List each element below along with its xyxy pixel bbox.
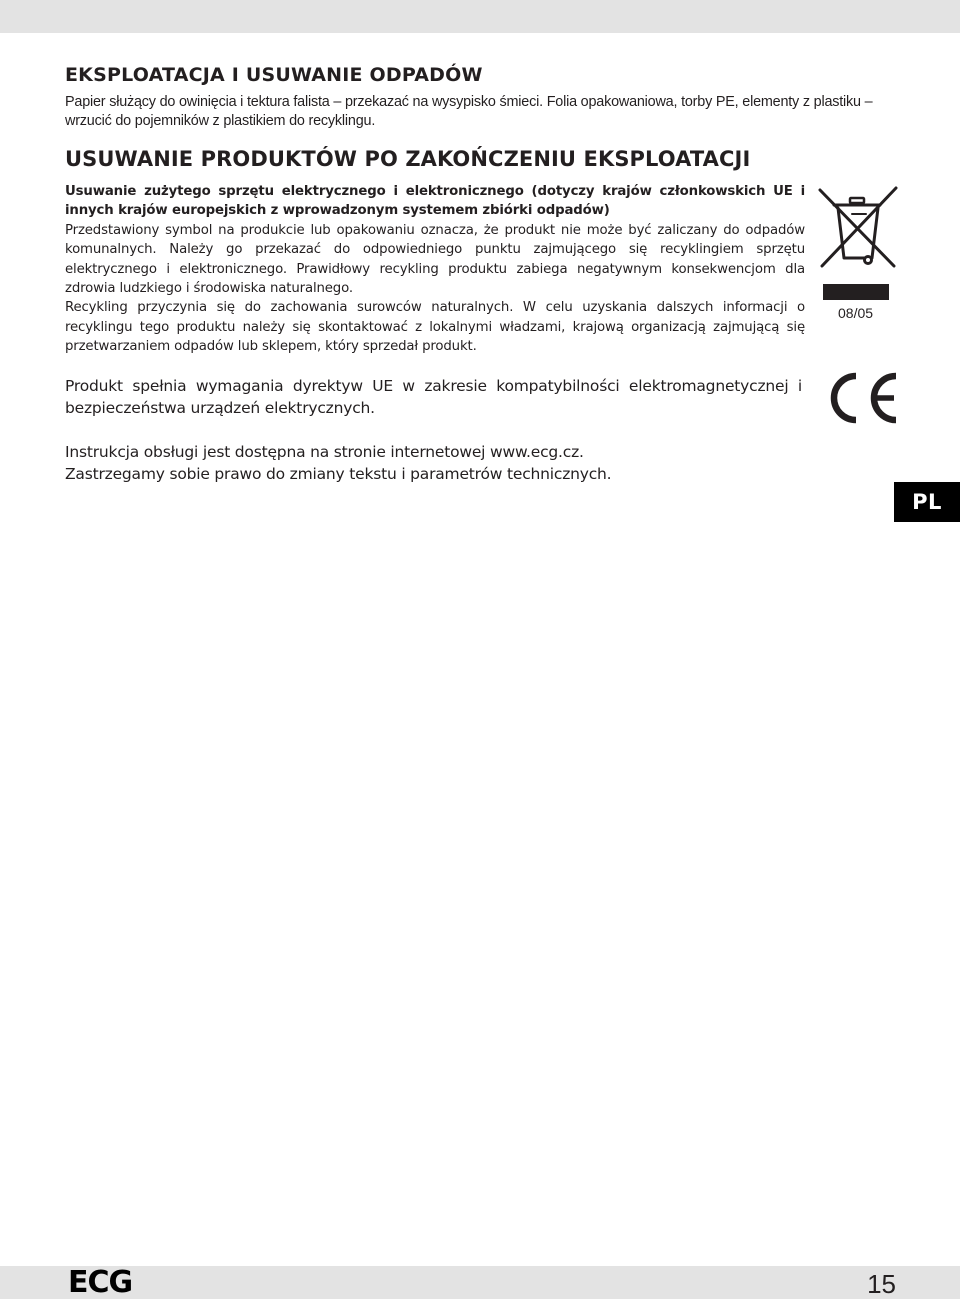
top-band [0, 0, 960, 33]
section-title-operation: EKSPLOATACJA I USUWANIE ODPADÓW [65, 64, 483, 86]
section-title-disposal: USUWANIE PRODUKTÓW PO ZAKOŃCZENIU EKSPLOATACJI [65, 147, 751, 171]
compliance-statement: Produkt spełnia wymagania dyrektyw UE w zakresie kompatybilności elektromagnetycznej i bezpieczeństwa urządzeń elektrycznych. [65, 377, 802, 417]
info-block [65, 441, 805, 485]
change-reservation-text: Zastrzegamy sobie prawo do zmiany tekstu i parametrów technicznych. [65, 465, 612, 483]
weee-date-code: 08/05 [838, 305, 874, 321]
manual-availability-text: Instrukcja obsługi jest dostępna na stronie internetowej www.ecg.cz. [65, 443, 584, 461]
language-tab: PL [894, 482, 960, 522]
disposal-paragraph-2: Recykling przyczynia się do zachowania surowców naturalnych. W celu uzyskania dalszych informacji o recyklingu tego produktu należy się skontaktować z lokalnymi władzami, krajową organizacją zajmującą się przetwarzaniem odpadów lub sklepem, który sprzedał produkt. [65, 300, 805, 355]
disposal-paragraph-1: Przedstawiony symbol na produkcie lub opakowaniu oznacza, że produkt nie może być zaliczany do odpadów komunalnych. Należy go przekazać do odpowiedniego punktu zajmującego się recyklingiem sprzętu elektrycznego i elektronicznego. Prawidłowy recykling produktu zabiega negatywnym konsekwencjom dla zdrowia ludzkiego i środowiska naturalnego. [65, 222, 805, 297]
weee-date-bar [823, 284, 889, 300]
page-number: 15 [867, 1269, 896, 1299]
footer-band [0, 1266, 960, 1299]
weee-bin-icon [818, 186, 898, 268]
disposal-lead-text: Usuwanie zużytego sprzętu elektrycznego i elektronicznego (dotyczy krajów członkowskich UE i innych krajów europejskich z wprowadzonym systemem zbiórki odpadów) [65, 184, 805, 219]
ecg-logo: ECG [68, 1265, 133, 1300]
packaging-disposal-text: Papier służący do owinięcia i tektura falista – przekazać na wysypisko śmieci. Folia opakowaniowa, torby PE, elementy z plastiku – wrzucić do pojemników z plastikiem do recyklingu. [65, 94, 873, 129]
disposal-section-body [65, 182, 805, 357]
ce-mark-icon [820, 370, 900, 426]
